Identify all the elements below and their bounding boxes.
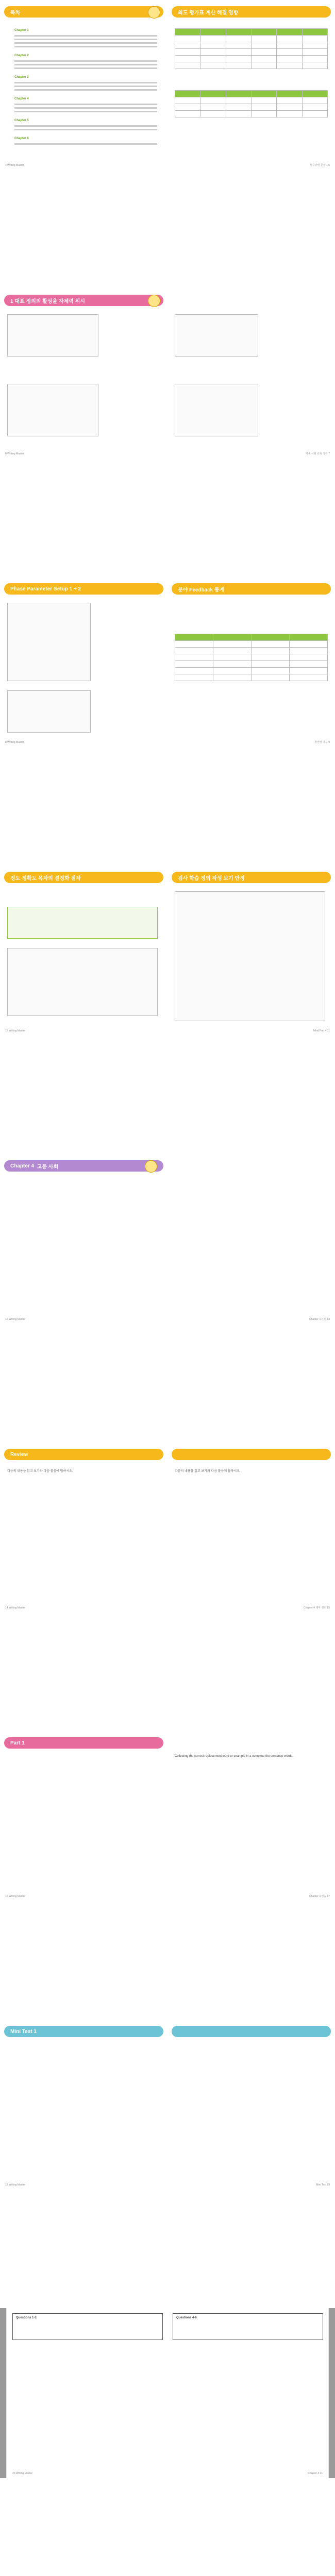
page-edge (0, 2308, 6, 2478)
spread-1 (0, 0, 335, 170)
page-title: 1 대표 정의의 활성을 자체력 위시 (4, 295, 163, 306)
page-footer: 16 Writing Master (5, 1895, 26, 1898)
toc-item[interactable]: Chapter 6 (14, 137, 29, 140)
process-page (0, 866, 168, 1036)
review-page (0, 1443, 168, 1613)
activity-page (0, 289, 168, 459)
page-title: 정도 정확도 목차의 결정화 절차 (4, 872, 163, 883)
page-footer: 필수관련 문장 1 5 (310, 164, 330, 167)
spread-9 (0, 2308, 335, 2478)
activity-box (175, 314, 258, 357)
chapter-label: Chapter 4 (10, 1163, 35, 1169)
toc-item[interactable]: Chapter 5 (14, 119, 29, 122)
blank-page (167, 1154, 335, 1324)
chapter-subtitle: 고등 사회 (37, 1164, 59, 1170)
question-box (12, 2313, 163, 2340)
chapter-page (0, 1154, 168, 1324)
toc-item[interactable]: Chapter 3 (14, 76, 29, 79)
spread-3 (0, 577, 335, 747)
toc-item[interactable]: Chapter 1 (14, 29, 29, 32)
character-icon (145, 1160, 157, 1173)
page-footer: 장면별 대응 9 (314, 741, 330, 744)
instruction-text: Collecting the correct replacement word or example in a complete the sentence words. (175, 1755, 293, 1758)
page-footer: 14 Writing Master (5, 1606, 26, 1609)
spread-2 (0, 289, 335, 459)
info-box (7, 907, 158, 939)
feedback-page (167, 577, 335, 747)
page-footer: Mini Test 19 (316, 2183, 330, 2187)
instruction-text: 다음의 내용을 읽고 보기와 다음 물음에 답하시오. (175, 1470, 241, 1473)
page-title (4, 1449, 163, 1460)
score-table (175, 90, 328, 117)
question-title: Questions 1-3 (16, 2316, 37, 2319)
question-page (7, 2308, 168, 2478)
page-footer: Chapter 4 연습 17 (309, 1895, 330, 1898)
page-footer: Mind Part 4 11 (313, 1029, 330, 1032)
evaluation-page (167, 0, 335, 170)
page-title: 최도 평가표 계산 해결 영향 (172, 6, 331, 18)
page-title: 분야 Feedback 통계 (172, 583, 331, 595)
activity-box (175, 384, 258, 436)
page-edge (329, 2308, 335, 2478)
text-block (7, 948, 158, 1016)
page-footer: Chapter 4 논술 13 (309, 1318, 330, 1321)
test-page (0, 2020, 168, 2190)
page-footer: 8 Writing Master (5, 741, 24, 744)
feedback-table (175, 634, 328, 681)
question-page (167, 2308, 328, 2478)
review-title: Review (10, 1451, 28, 1458)
data-table (7, 603, 91, 681)
spread-4 (0, 866, 335, 1036)
exercise-page (0, 1731, 168, 1901)
page-footer: Chapter 4 21 (308, 2472, 323, 2475)
page-footer: 10 Writing Master (5, 1029, 26, 1032)
page-footer: 12 Writing Master (5, 1318, 26, 1321)
page-title: Part 1 (4, 1737, 163, 1749)
chapter-intro (7, 1177, 157, 1239)
page-footer: 18 Writing Master (5, 2183, 26, 2187)
toc-item[interactable]: Chapter 4 (14, 97, 29, 100)
character-icon (148, 295, 160, 307)
section-banner (172, 2026, 331, 2037)
section-banner (172, 1449, 331, 1460)
page-footer: Chapter 4 테마 정리 15 (303, 1606, 330, 1609)
chapter-banner (4, 1160, 163, 1172)
activity-box (7, 384, 98, 436)
spread-8 (0, 2020, 335, 2190)
instruction-text: 다음의 내용을 읽고 보기와 다음 물음에 답하시오. (7, 1470, 73, 1473)
page-footer: 각종 사회 교육 정리 7 (306, 452, 330, 455)
page-footer: 4 Writing Master (5, 164, 24, 167)
character-icon (148, 6, 160, 19)
toc-list (14, 28, 157, 147)
page-title: Mini Test 1 (4, 2026, 163, 2037)
page-title: 목차 (4, 6, 163, 18)
page-footer: 6 Writing Master (5, 452, 24, 455)
question-title: Questions 4-6 (176, 2316, 197, 2319)
page-title: Phase Parameter Setup 1 + 2 (4, 583, 163, 595)
page-title: 검사 학습 정의 작성 보기 안정 (172, 872, 331, 883)
activity-box (7, 314, 98, 357)
toc-item[interactable]: Chapter 2 (14, 54, 29, 57)
test-page (167, 2020, 335, 2190)
spread-7 (0, 1731, 335, 1901)
text-block (175, 891, 325, 1021)
review-page (167, 1443, 335, 1613)
spread-6 (0, 1443, 335, 1613)
question-box (173, 2313, 323, 2340)
spread-5 (0, 1154, 335, 1324)
toc-page (0, 0, 168, 170)
activity-page (167, 289, 335, 459)
evaluation-table (175, 28, 328, 69)
page-footer: 20 Writing Master (12, 2472, 33, 2475)
setup-page (0, 577, 168, 747)
data-table (7, 690, 91, 733)
exercise-page (167, 1731, 335, 1901)
guide-page (167, 866, 335, 1036)
